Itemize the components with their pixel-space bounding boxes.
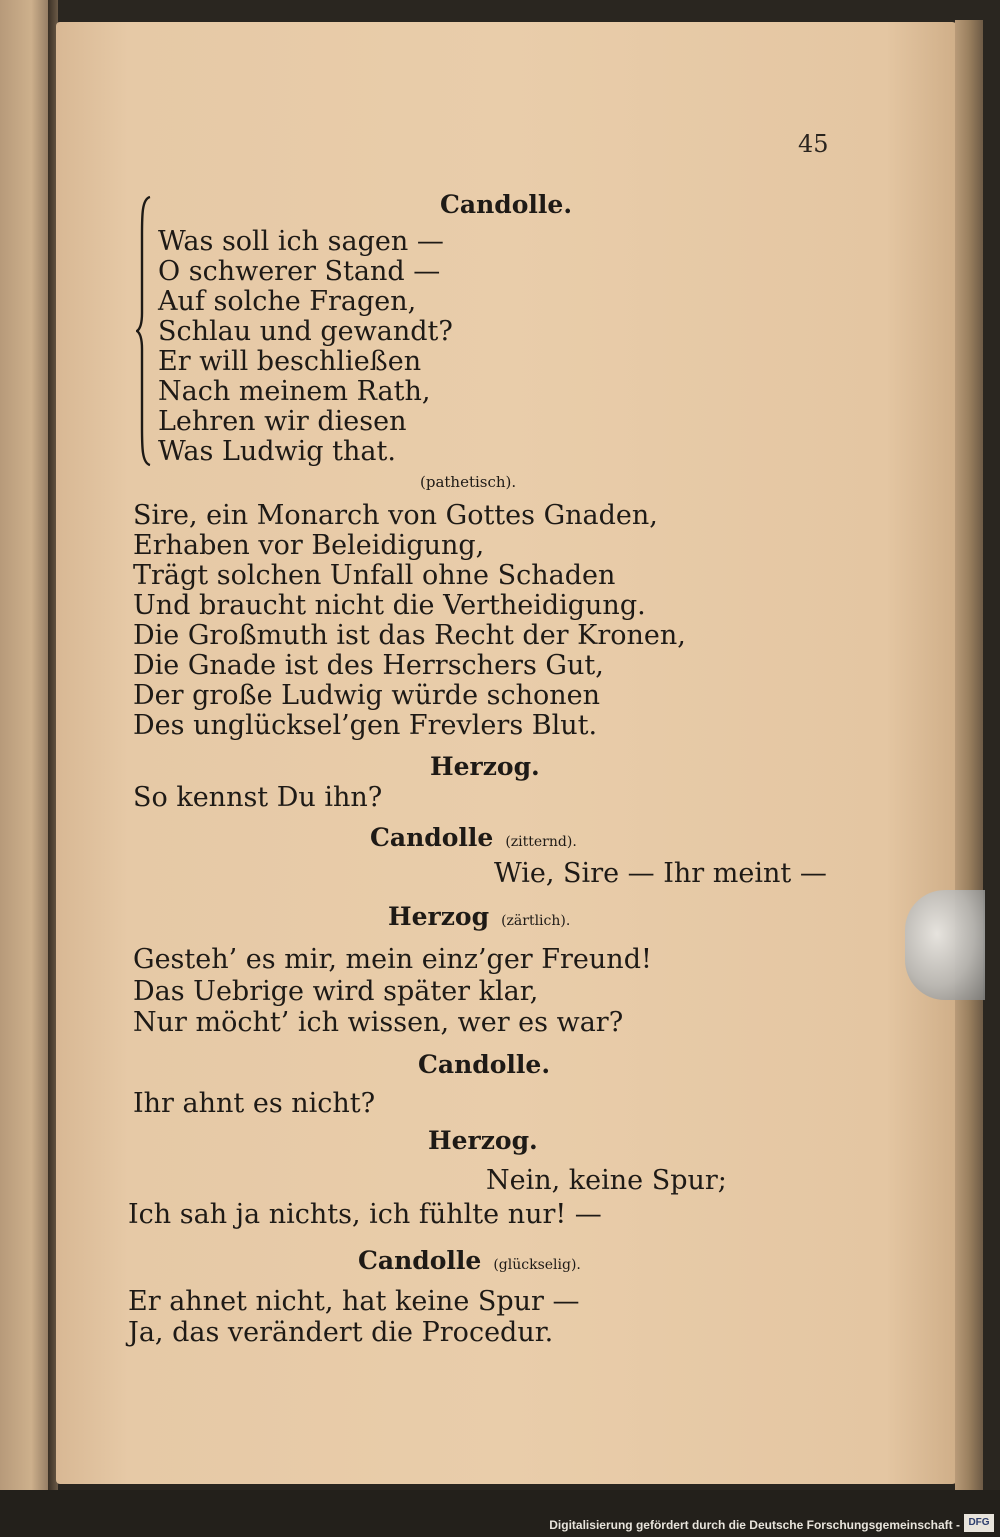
page-holder-clip [905,890,985,1000]
verse-line: O schwerer Stand — [158,256,441,287]
verse-line: Sire, ein Monarch von Gottes Gnaden, [133,500,658,531]
speaker-heading: Candolle. [418,1050,551,1079]
verse-line: Und braucht nicht die Vertheidigung. [133,590,646,621]
stage-direction: (glückselig). [493,1257,581,1273]
verse-line: So kennst Du ihn? [133,782,383,813]
verse-line: Das Uebrige wird später klar, [133,976,539,1007]
verse-line: Die Großmuth ist das Recht der Kronen, [133,620,686,651]
verse-line: Schlau und gewandt? [158,316,453,347]
previous-page-edge [0,0,52,1490]
verse-line: Erhaben vor Beleidigung, [133,530,485,561]
stage-direction: (pathetisch). [420,473,517,491]
verse-line: Gesteh’ es mir, mein einz’ger Freund! [133,944,652,975]
speaker-heading: Herzog (zärtlich). [388,902,571,931]
verse-brace [136,195,152,467]
verse-line: Was Ludwig that. [158,436,396,467]
page-stack-edge [955,20,983,1490]
stage-direction: (zärtlich). [501,913,571,929]
speaker-heading: Herzog. [428,1126,538,1155]
verse-line: Lehren wir diesen [158,406,407,437]
funding-credit: Digitalisierung gefördert durch die Deutsche Forschungsgemeinschaft - [549,1518,960,1532]
verse-line: Ja, das verändert die Procedur. [128,1317,554,1348]
verse-line: Wie, Sire — Ihr meint — [494,858,827,889]
verse-line: Des unglücksel’gen Frevlers Blut. [133,710,598,741]
speaker-heading: Candolle (glückselig). [358,1246,581,1275]
verse-line: Er will beschließen [158,346,422,377]
speaker-heading: Candolle. [440,190,573,219]
verse-line: Ich sah ja nichts, ich fühlte nur! — [128,1199,602,1230]
speaker-heading: Herzog. [430,752,540,781]
verse-line: Der große Ludwig würde schonen [133,680,601,711]
verse-line: Nur möcht’ ich wissen, wer es war? [133,1007,624,1038]
verse-line: Die Gnade ist des Herrschers Gut, [133,650,604,681]
page-number: 45 [798,130,829,158]
verse-line: Er ahnet nicht, hat keine Spur — [128,1286,580,1317]
verse-line: Auf solche Fragen, [158,286,417,317]
dfg-logo-icon: DFG [964,1514,994,1532]
verse-line: Nein, keine Spur; [486,1165,727,1196]
verse-line: Ihr ahnt es nicht? [133,1088,376,1119]
stage-direction: (zitternd). [505,834,577,850]
verse-line: Nach meinem Rath, [158,376,431,407]
verse-line: Trägt solchen Unfall ohne Schaden [133,560,616,591]
verse-line: Was soll ich sagen — [158,226,444,257]
speaker-heading: Candolle (zitternd). [370,823,577,852]
